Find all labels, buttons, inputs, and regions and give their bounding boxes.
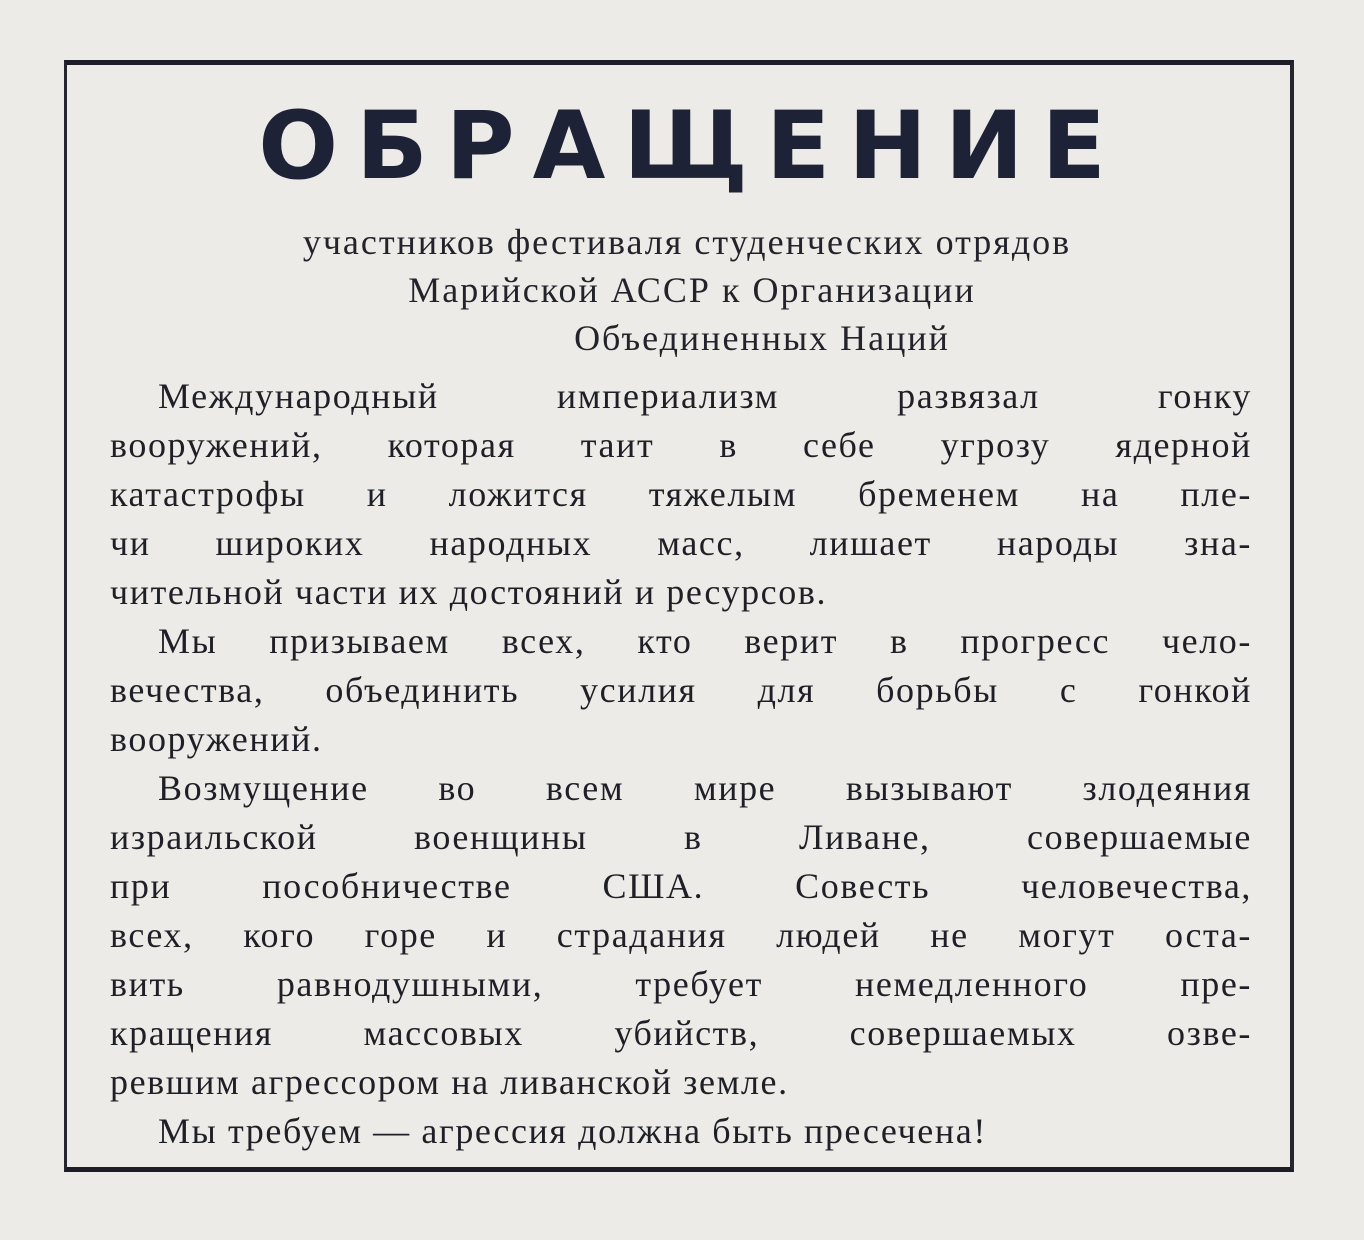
paragraph <box>110 1107 1252 1156</box>
text-line: Мы призываем всех, кто верит в прогресс чело- <box>158 621 1252 661</box>
subtitle-line: Объединенных Наций <box>574 318 950 358</box>
text-line: катастрофы и ложится тяжелым бременем на пле- <box>110 474 1252 514</box>
text-line: вить равнодушными, требует немедленного пре- <box>110 964 1252 1004</box>
article-subtitle <box>0 218 1364 362</box>
subtitle-line: участников фестиваля студенческих отрядов <box>302 222 1072 262</box>
article-body <box>110 372 1252 1156</box>
text-line: вооружений. <box>110 719 323 759</box>
text-line: чительной части их достояний и ресурсов. <box>110 572 828 612</box>
text-line: вечества, объединить усилия для борьбы с гонкой <box>110 670 1252 710</box>
paragraph <box>110 617 1252 764</box>
paragraph <box>110 764 1252 1107</box>
text-line: Международный империализм развязал гонку <box>158 376 1252 416</box>
text-line: вооружений, которая таит в себе угрозу ядерной <box>110 425 1252 465</box>
subtitle-line: Марийской АССР к Организации <box>408 270 976 310</box>
text-line: ревшим агрессором на ливанской земле. <box>110 1062 789 1102</box>
text-line: чи широких народных масс, лишает народы зна- <box>110 523 1252 563</box>
text-line: израильской военщины в Ливане, совершаемые <box>110 817 1252 857</box>
paragraph <box>110 372 1252 617</box>
text-line: Возмущение во всем мире вызывают злодеяния <box>158 768 1252 808</box>
article-title: ОБРАЩЕНИЕ <box>258 92 1124 201</box>
text-line: Мы требуем — агрессия должна быть пресечена! <box>158 1111 987 1151</box>
text-line: при пособничестве США. Совесть человечества, <box>110 866 1252 906</box>
text-line: всех, кого горе и страдания людей не могут оста- <box>110 915 1252 955</box>
text-line: кращения массовых убийств, совершаемых озве- <box>110 1013 1252 1053</box>
